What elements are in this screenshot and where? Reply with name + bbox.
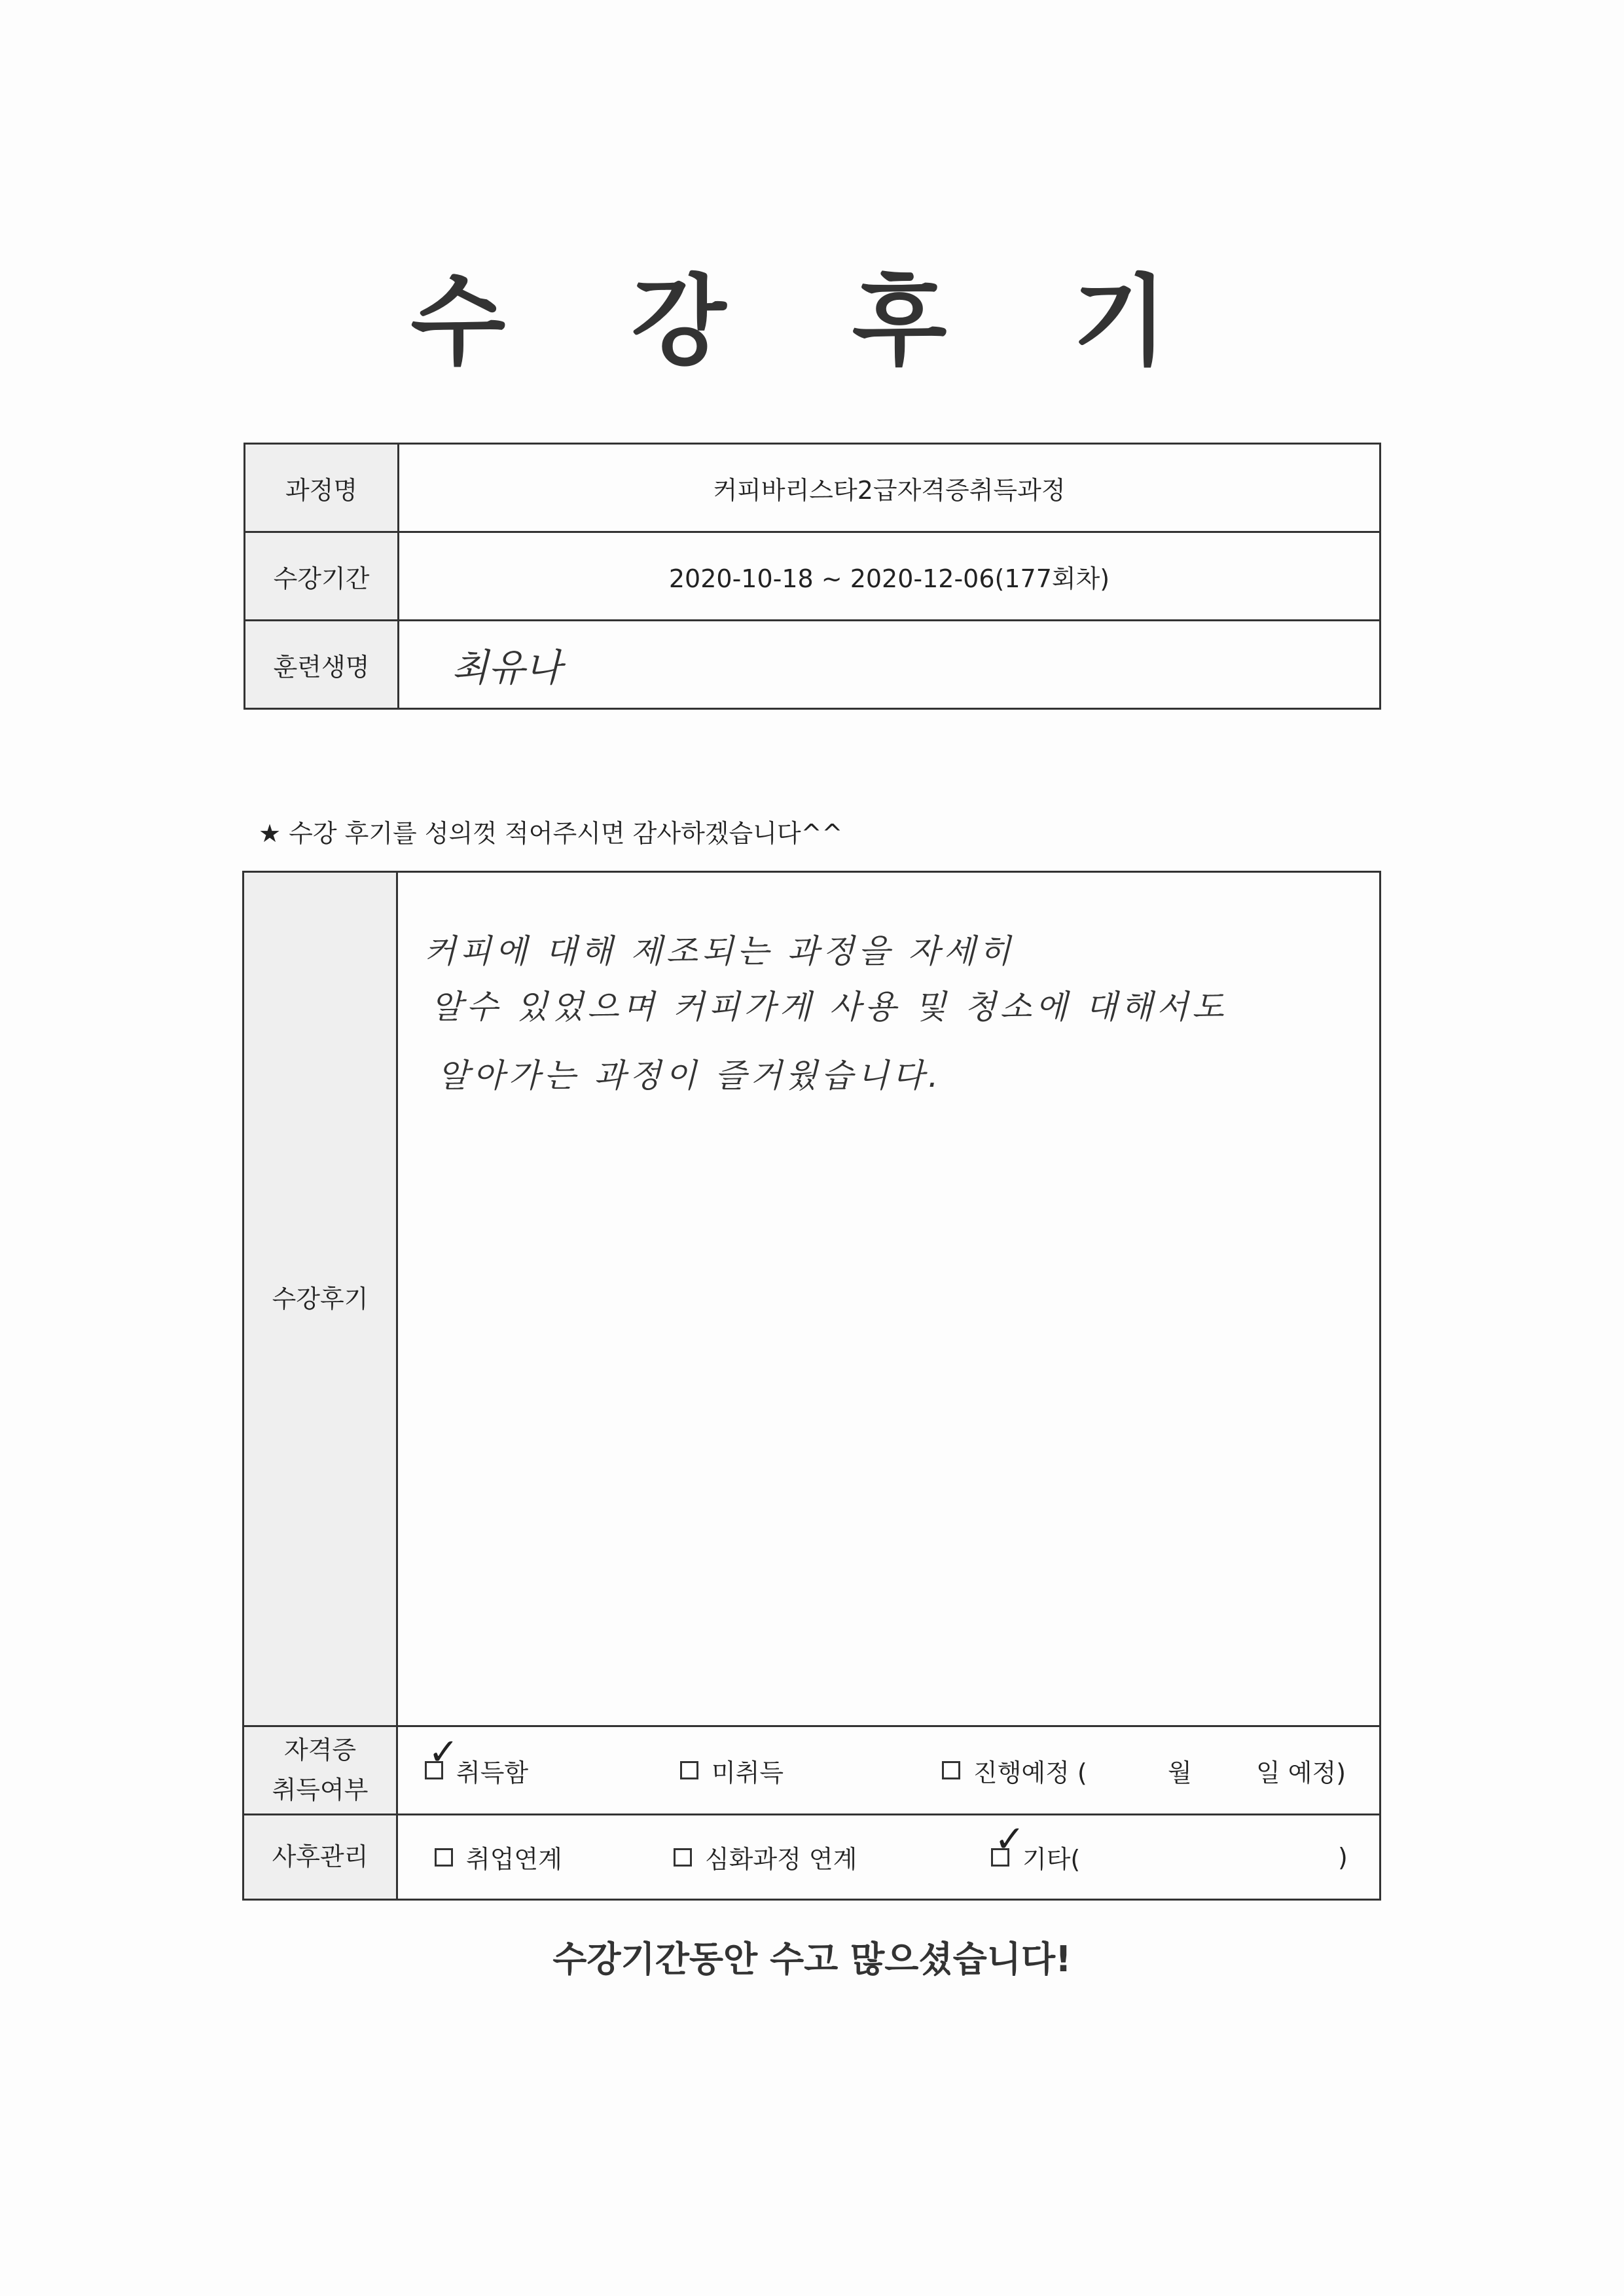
notice-text: ★ 수강 후기를 성의껏 적어주시면 감사하겠습니다^^ — [259, 819, 843, 848]
review-line-2: 알수 있었으며 커피가게 사용 및 청소에 대해서도 — [431, 988, 1228, 1026]
not-obtained-label: 미취득 — [712, 1758, 784, 1787]
other-checkbox[interactable] — [991, 1817, 1025, 1867]
advanced-label: 심화과정 연계 — [705, 1845, 857, 1874]
option-in-progress[interactable] — [942, 1753, 1087, 1789]
in-progress-checkbox[interactable] — [942, 1761, 960, 1779]
review-line-3: 알아가는 과정이 즐거웠습니다. — [437, 1057, 943, 1095]
option-not-obtained[interactable] — [680, 1753, 784, 1789]
other-label: 기타( — [1022, 1845, 1081, 1874]
employment-label: 취업연계 — [466, 1845, 562, 1874]
option-advanced[interactable] — [674, 1839, 857, 1875]
certification-options — [397, 1726, 1380, 1815]
obtained-checkbox[interactable] — [425, 1731, 459, 1779]
not-obtained-checkbox[interactable] — [680, 1761, 698, 1779]
certification-label-line1: 자격증 — [283, 1736, 357, 1765]
employment-checkbox[interactable] — [435, 1848, 453, 1867]
review-table — [242, 871, 1381, 1901]
other-close-paren: ) — [1338, 1842, 1348, 1872]
course-name-label: 과정명 — [245, 444, 399, 532]
certification-label-line2: 취득여부 — [272, 1776, 369, 1804]
obtained-label: 취득함 — [456, 1758, 529, 1787]
check-mark-icon: ✓ — [994, 1817, 1025, 1861]
option-employment[interactable] — [435, 1839, 562, 1875]
certification-label — [244, 1726, 397, 1815]
month-label: 월 — [1168, 1758, 1192, 1787]
review-content — [397, 872, 1380, 1726]
course-name-value: 커피바리스타2급자격증취득과정 — [399, 444, 1380, 532]
closing-message: 수강기간동안 수고 많으셨습니다! — [552, 1939, 1072, 1980]
review-line-1: 커피에 대해 제조되는 과정을 자세히 — [424, 932, 1015, 970]
option-other[interactable] — [991, 1817, 1081, 1875]
aftercare-options — [397, 1815, 1380, 1900]
review-label: 수강후기 — [244, 872, 397, 1726]
option-obtained[interactable] — [425, 1731, 529, 1789]
page-title: 수 강 후 기 — [410, 265, 1214, 379]
day-label: 일 예정) — [1256, 1758, 1346, 1787]
trainee-name-label: 훈련생명 — [245, 621, 399, 709]
trainee-name-handwritten: 최유나 — [399, 621, 1380, 709]
course-period-value: 2020-10-18 ~ 2020-12-06(177회차) — [399, 532, 1380, 621]
course-period-label: 수강기간 — [245, 532, 399, 621]
advanced-checkbox[interactable] — [674, 1848, 692, 1867]
check-mark-icon: ✓ — [428, 1731, 459, 1774]
aftercare-label: 사후관리 — [244, 1815, 397, 1900]
in-progress-label: 진행예정 ( — [973, 1758, 1087, 1787]
course-info-table — [244, 443, 1381, 710]
